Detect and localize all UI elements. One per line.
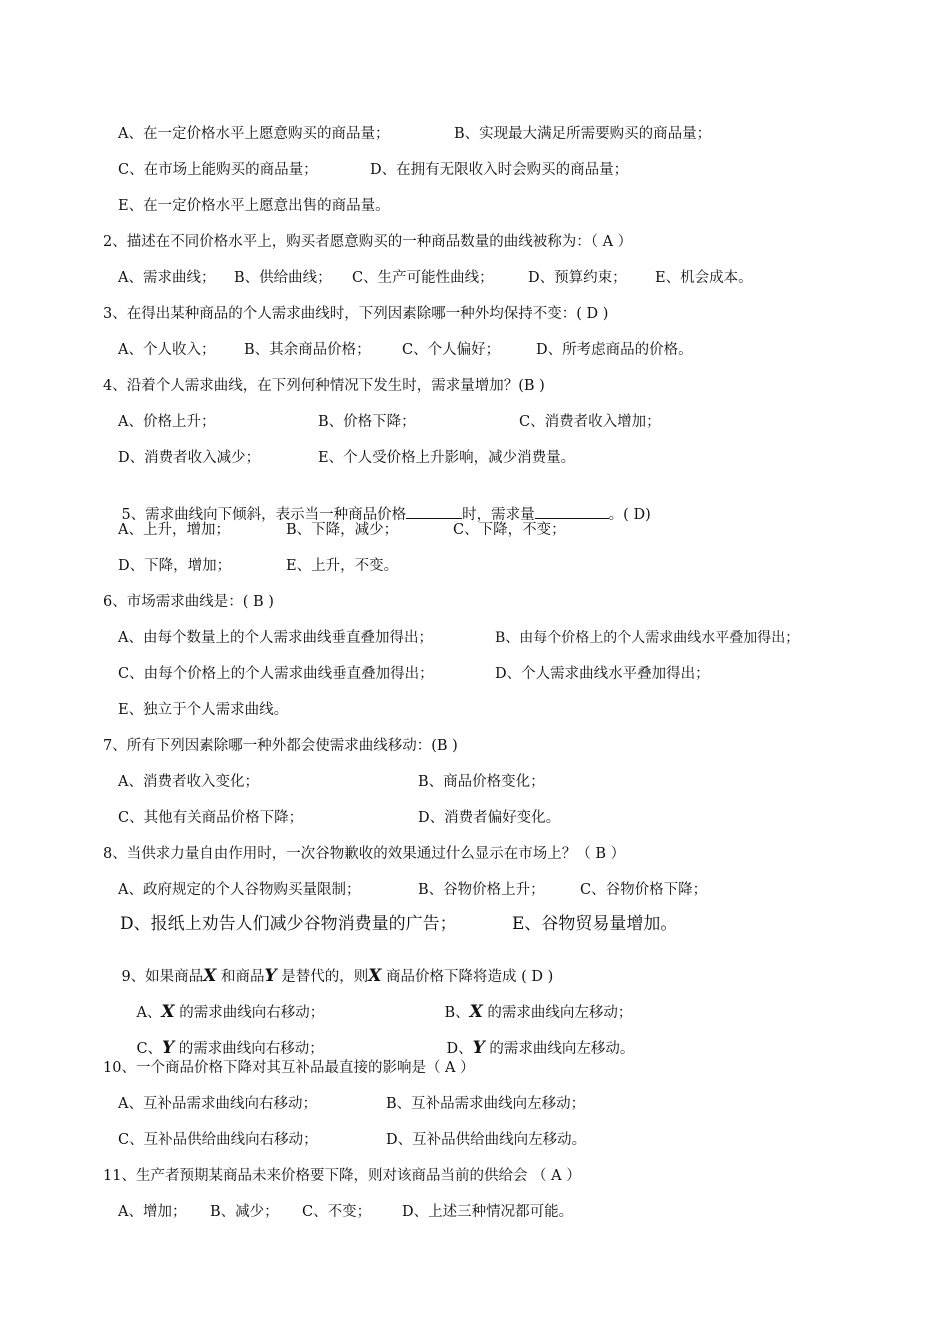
q1-option-a: A、在一定价格水平上愿意购买的商品量； [118, 126, 390, 142]
q3-stem: 3、在得出某种商品的个人需求曲线时，下列因素除哪一种外均保持不变：( D ) [103, 306, 609, 322]
q9-stem-part3: 是替代的，则 [281, 969, 369, 985]
q10-stem: 10、一个商品价格下降对其互补品最直接的影响是（ A ） [103, 1060, 475, 1076]
q5-blank-1 [406, 504, 462, 519]
q10-option-d: D、互补品供给曲线向左移动。 [386, 1132, 587, 1148]
q7-stem: 7、所有下列因素除哪一种外都会使需求曲线移动：(B ) [103, 738, 458, 754]
q6-option-b: B、由每个价格上的个人需求曲线水平叠加得出； [495, 630, 800, 646]
q9-stem-part2: 和商品 [220, 969, 265, 985]
q5-stem-part2: 时，需求量 [462, 507, 535, 523]
q9-symbol-x-2: X [368, 966, 382, 986]
q2-option-a: A、需求曲线； [118, 270, 216, 286]
q11-option-b: B、减少； [210, 1204, 279, 1220]
q10-option-b: B、互补品需求曲线向左移动； [386, 1096, 586, 1112]
q9-option-d-symbol: Y [472, 1038, 485, 1058]
q5-option-e: E、上升，不变。 [286, 558, 399, 574]
q6-option-e: E、独立于个人需求曲线。 [118, 702, 289, 718]
q5-option-b: B、下降，减少； [286, 522, 399, 538]
q10-option-c: C、互补品供给曲线向右移动； [118, 1132, 318, 1148]
q5-option-d: D、下降，增加； [118, 558, 232, 574]
q3-option-a: A、个人收入； [118, 342, 216, 358]
q9-option-b-text: 的需求曲线向左移动； [487, 1005, 633, 1021]
q8-option-e: E、谷物贸易量增加。 [512, 914, 678, 934]
q1-option-b: B、实现最大满足所需要购买的商品量； [454, 126, 712, 142]
q11-option-d: D、上述三种情况都可能。 [402, 1204, 574, 1220]
q11-option-a: A、增加； [118, 1204, 187, 1220]
q4-stem: 4、沿着个人需求曲线，在下列何种情况下发生时，需求量增加？(B ) [103, 378, 545, 394]
q4-option-b: B、价格下降； [318, 414, 416, 430]
q2-option-b: B、供给曲线； [234, 270, 332, 286]
q5-option-a: A、上升，增加； [118, 522, 230, 538]
q1-option-e: E、在一定价格水平上愿意出售的商品量。 [118, 198, 390, 214]
q11-stem: 11、生产者预期某商品未来价格要下降，则对该商品当前的供给会 （ A ） [103, 1168, 581, 1184]
q9-option-a-symbol: X [161, 1002, 175, 1022]
q7-option-d: D、消费者偏好变化。 [418, 810, 561, 826]
q6-option-c: C、由每个价格上的个人需求曲线垂直叠加得出； [118, 666, 434, 682]
q4-option-d: D、消费者收入减少； [118, 450, 261, 466]
q8-option-c: C、谷物价格下降； [580, 882, 708, 898]
q9-option-d-prefix: D、 [446, 1041, 473, 1057]
q9-option-d-text: 的需求曲线向左移动。 [489, 1041, 635, 1057]
q9-option-a-text: 的需求曲线向右移动； [179, 1005, 325, 1021]
q5-option-c: C、下降，不变； [453, 522, 566, 538]
q7-option-a: A、消费者收入变化； [118, 774, 259, 790]
q2-option-d: D、预算约束； [528, 270, 627, 286]
q8-option-d: D、报纸上劝告人们减少谷物消费量的广告； [120, 914, 457, 934]
q6-option-d: D、个人需求曲线水平叠加得出； [495, 666, 710, 682]
q4-option-c: C、消费者收入增加； [519, 414, 661, 430]
q10-option-a: A、互补品需求曲线向右移动； [118, 1096, 317, 1112]
q2-stem: 2、描述在不同价格水平上，购买者愿意购买的一种商品数量的曲线被称为：（ A ） [103, 234, 633, 250]
q9-symbol-y: Y [264, 966, 277, 986]
q1-option-c: C、在市场上能购买的商品量； [118, 162, 318, 178]
q6-stem: 6、市场需求曲线是：( B ) [103, 594, 274, 610]
q8-stem: 8、当供求力量自由作用时，一次谷物歉收的效果通过什么显示在市场上？（ B ） [103, 846, 626, 862]
q5-blank-2 [535, 504, 609, 519]
q9-stem-part1: 9、如果商品 [121, 969, 204, 985]
q9-option-c-text: 的需求曲线向右移动； [178, 1041, 324, 1057]
q9-option-b-symbol: X [469, 1002, 483, 1022]
q9-option-c-symbol: Y [162, 1038, 175, 1058]
q7-option-c: C、其他有关商品价格下降； [118, 810, 304, 826]
q7-option-b: B、商品价格变化； [418, 774, 545, 790]
q6-option-a: A、由每个数量上的个人需求曲线垂直叠加得出； [118, 630, 433, 646]
q8-option-a: A、政府规定的个人谷物购买量限制； [118, 882, 361, 898]
q4-option-a: A、价格上升； [118, 414, 216, 430]
q5-stem-part1: 5、需求曲线向下倾斜，表示当一种商品价格 [121, 507, 407, 523]
q3-option-c: C、个人偏好； [402, 342, 501, 358]
q4-option-e: E、个人受价格上升影响，减少消费量。 [318, 450, 576, 466]
q3-option-b: B、其余商品价格； [244, 342, 371, 358]
q9-stem-part4: 商品价格下降将造成 ( D ) [386, 969, 554, 985]
q1-option-d: D、在拥有无限收入时会购买的商品量； [370, 162, 629, 178]
q5-stem-part3: 。( D) [608, 507, 651, 523]
q8-option-b: B、谷物价格上升； [418, 882, 545, 898]
q9-symbol-x: X [203, 966, 217, 986]
q9-option-a-prefix: A、 [136, 1005, 162, 1021]
q11-option-c: C、不变； [302, 1204, 372, 1220]
q9-option-b-prefix: B、 [444, 1005, 470, 1021]
q2-option-e: E、机会成本。 [655, 270, 753, 286]
q9-option-c-prefix: C、 [136, 1041, 163, 1057]
q3-option-d: D、所考虑商品的价格。 [536, 342, 693, 358]
q2-option-c: C、生产可能性曲线； [352, 270, 494, 286]
